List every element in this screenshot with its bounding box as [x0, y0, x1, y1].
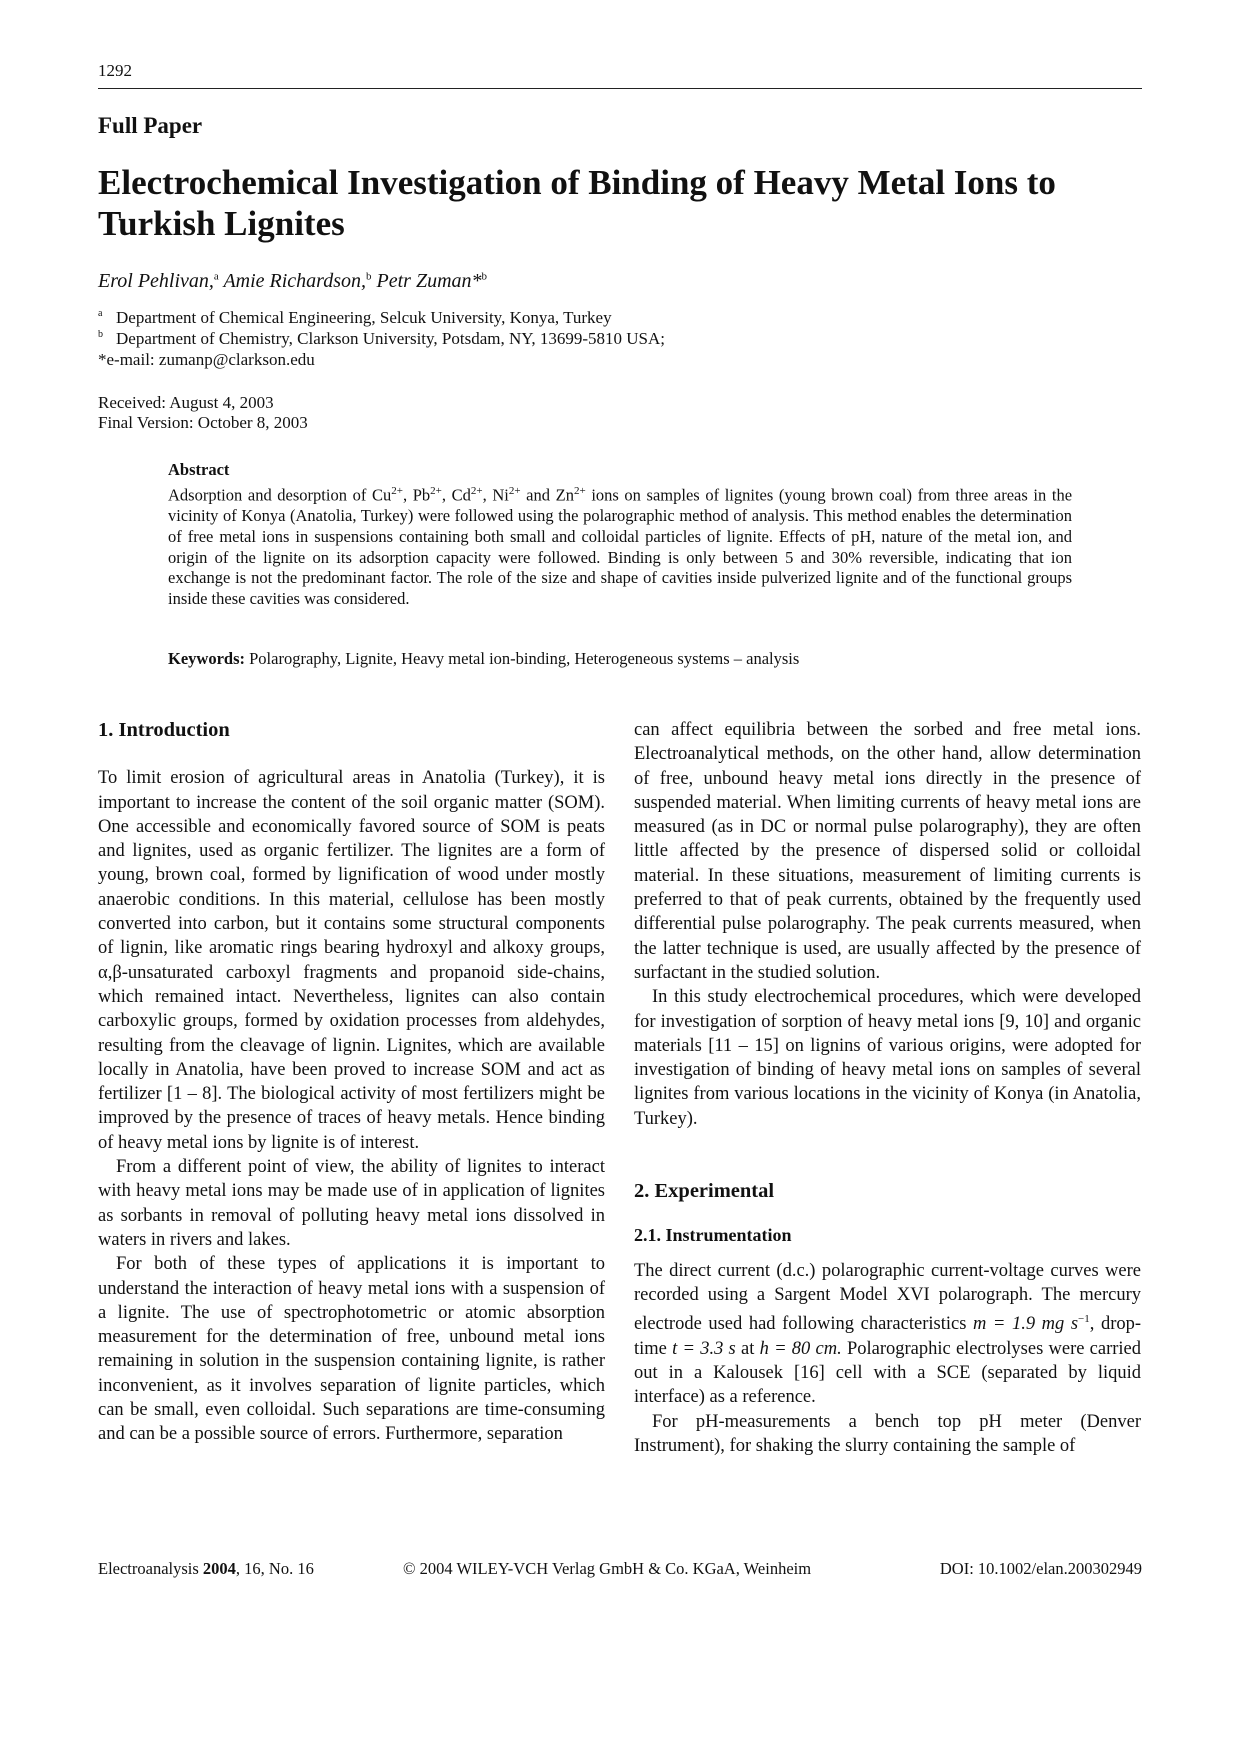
ion: Zn — [555, 485, 574, 505]
ion: Ni — [492, 485, 509, 505]
footer-journal: Electroanalysis — [98, 1559, 199, 1578]
affiliation-text: Department of Chemistry, Clarkson University, Potsdam, NY, 13699-5810 USA; — [116, 329, 665, 348]
ion-charge: 2+ — [470, 484, 483, 497]
ion: Cu — [371, 485, 392, 505]
footer-volume: , 16, No. 16 — [235, 1559, 314, 1578]
ion-charge: 2+ — [391, 484, 403, 497]
section-heading-experimental: 2. Experimental — [634, 1180, 775, 1203]
affiliation: a Department of Chemical Engineering, Selcuk University, Konya, Turkey — [98, 308, 612, 327]
author-name: Petr Zuman* — [376, 270, 482, 292]
ion-charge: 2+ — [430, 484, 442, 497]
ion-charge: 2+ — [508, 484, 521, 497]
keywords — [168, 649, 799, 669]
math-m: m = 1.9 mg s — [972, 1314, 1079, 1335]
paragraph — [634, 1259, 1141, 1410]
left-column — [98, 718, 605, 1447]
math-exponent: −1 — [1078, 1313, 1090, 1326]
abstract: Abstract Adsorption and desorption of $Cu^{2+}$, $Pb^{2+}$, $Cd^{2+}$, $Ni^{2+}$ and $Zn^{2+}$ ions on samples of lignites (young brown coal) from three areas in the vicinity of Konya (Anatolia, Turkey) were followed using the polarographic method of analysis. This method enables the determination of free metal ions in suspensions containing both small and colloidal particles of lignite. Effects of pH, nature of the metal ion, and origin of the lignite on its adsorption capacity were followed. Binding is only between 5 and 30% reversible, indicating that ion exchange is not the predominant factor. The role of the size and shape of cavities inside pulverized lignite and of the functional groups inside these cavities was considered. — [168, 460, 1073, 609]
footer-copyright: © 2004 WILEY-VCH Verlag GmbH & Co. KGaA, Weinheim — [403, 1559, 812, 1578]
text-run: at — [741, 1338, 755, 1359]
author-affiliation-mark: b — [366, 270, 372, 283]
ion: Pb — [412, 485, 431, 505]
author-name: Amie Richardson, — [223, 270, 367, 292]
header-rule — [98, 88, 1142, 89]
affiliation: b Department of Chemistry, Clarkson University, Potsdam, NY, 13699-5810 USA; — [98, 329, 665, 348]
final-version-date: Final Version: October 8, 2003 — [98, 413, 308, 432]
author-email[interactable]: *e-mail: zumanp@clarkson.edu — [98, 350, 315, 369]
publication-dates — [98, 393, 308, 433]
ion: Cd — [451, 485, 471, 505]
math-h: h = 80 cm. — [759, 1338, 842, 1359]
received-date: Received: August 4, 2003 — [98, 393, 274, 412]
affiliations — [98, 307, 665, 370]
subsection-heading-instrumentation: 2.1. Instrumentation — [634, 1225, 792, 1246]
paper-title: Electrochemical Investigation of Binding of Heavy Metal Ions to Turkish Lignites — [98, 163, 1056, 243]
footer-doi[interactable]: DOI: 10.1002/elan.200302949 — [939, 1559, 1142, 1578]
section-heading-introduction: 1. Introduction — [98, 719, 230, 741]
abstract-heading: Abstract — [168, 460, 230, 479]
abstract-lead: Adsorption and desorption of — [168, 485, 367, 505]
keywords-text: Polarography, Lignite, Heavy metal ion-binding, Heterogeneous systems – analysis — [249, 649, 800, 668]
paragraph: In this study electrochemical procedures, which were developed for investigation of sorption of heavy metal ions [9, 10] and organic materials [11 – 15] on lignins of various origins, were adopted for investigation of binding of heavy metal ions on samples of several lignites from various locations in the vicinity of Konya (in Anatolia, Turkey). — [634, 987, 1141, 1129]
section-label: Full Paper — [98, 113, 203, 138]
author-list — [98, 270, 487, 293]
text-run: , drop-time — [634, 1314, 1142, 1359]
paragraph: can affect equilibria between the sorbed and free metal ions. Electroanalytical methods, on the other hand, allow determination of free, unbound heavy metal ions directly in the presence of suspended material. When limiting currents of heavy metal ions are measured (as in DC or normal pulse polarography), they are often little affected by the presence of dispersed solid or colloidal material. In these situations, measurement of limiting currents is preferred to that of peak currents, obtained by the frequently used differential pulse polarography. The peak currents measured, when the latter technique is used, are usually affected by the presence of surfactant in the studied solution. — [634, 720, 1141, 983]
author-affiliation-mark: a — [213, 270, 219, 283]
text-run: Polarographic electrolyses were carried out in a Kalousek [16] cell with a SCE (separated by liquid interface) as a reference. — [634, 1338, 1142, 1408]
abstract-body: ions on samples of lignites (young brown coal) from three areas in the vicinity of Konya (Anatolia, Turkey) were followed using the polarographic method of analysis. This method enables the determination of free metal ions in suspensions containing both small and colloidal particles of lignite. Effects of pH, nature of the metal ion, and origin of the lignite on its adsorption capacity were followed. Binding is only between 5 and 30% reversible, indicating that ion exchange is not the predominant factor. The role of the size and shape of cavities inside pulverized lignite and of the functional groups inside these cavities was considered. — [168, 485, 1073, 609]
author-name: Erol Pehlivan, — [98, 270, 214, 292]
math-t: t = 3.3 s — [672, 1338, 736, 1359]
text-run: The direct current (d.c.) polarographic current-voltage curves were recorded using a Sargent Model XVI polarograph. The mercury electrode used had following characteristics — [634, 1260, 1141, 1335]
ion-charge: 2+ — [573, 484, 586, 497]
paragraph: From a different point of view, the ability of lignites to interact with heavy metal ions may be made use of in application of lignites as sorbants in removal of polluting heavy metal ions dissolved in waters in rivers and lakes. — [98, 1157, 605, 1250]
paragraph: For both of these types of applications it is important to understand the interaction of heavy metal ions with a suspension of a lignite. The use of spectrophotometric or atomic absorption measurement for the determination of free, unbound metal ions remaining in solution in the suspension containing lignite, is rather inconvenient, as it involves separation of lignite particles, which can be small, even colloidal. Such separations are time-consuming and can be a possible source of errors. Furthermore, separation — [98, 1254, 605, 1445]
paragraph: To limit erosion of agricultural areas in Anatolia (Turkey), it is important to increase the content of the soil organic matter (SOM). One accessible and economically favored source of SOM is peats and lignites, used as organic fertilizer. The lignites are a form of young, brown coal, formed by lignification of wood under mostly anaerobic conditions. In this material, cellulose has been mostly converted into carbon, but it contains some structural components of lignin, like aromatic rings bearing hydroxyl and alkoxy groups, α,β-unsaturated carboxyl fragments and propanoid side-chains, which remained intact. Nevertheless, lignites can also contain carboxylic groups, formed by oxidation processes from aldehydes, resulting from the cleavage of lignin. Lignites, which are available locally in Anatolia, have been proved to increase SOM and act as fertilizer [1 – 8]. The biological activity of most fertilizers might be improved by the presence of traces of heavy metals. Hence binding of heavy metal ions by lignite is of interest. — [98, 768, 605, 1153]
right-column — [634, 718, 1141, 1458]
page-number: 1292 — [98, 61, 132, 80]
footer-year: 2004 — [202, 1559, 236, 1578]
paragraph: For pH-measurements a bench top pH meter (Denver Instrument), for shaking the slurry containing the sample of — [634, 1411, 1141, 1456]
affiliation-text: Department of Chemical Engineering, Selcuk University, Konya, Turkey — [116, 308, 612, 327]
author-affiliation-mark: b — [481, 270, 488, 283]
keywords-label: Keywords: — [168, 649, 245, 668]
footer-citation — [98, 1559, 314, 1579]
